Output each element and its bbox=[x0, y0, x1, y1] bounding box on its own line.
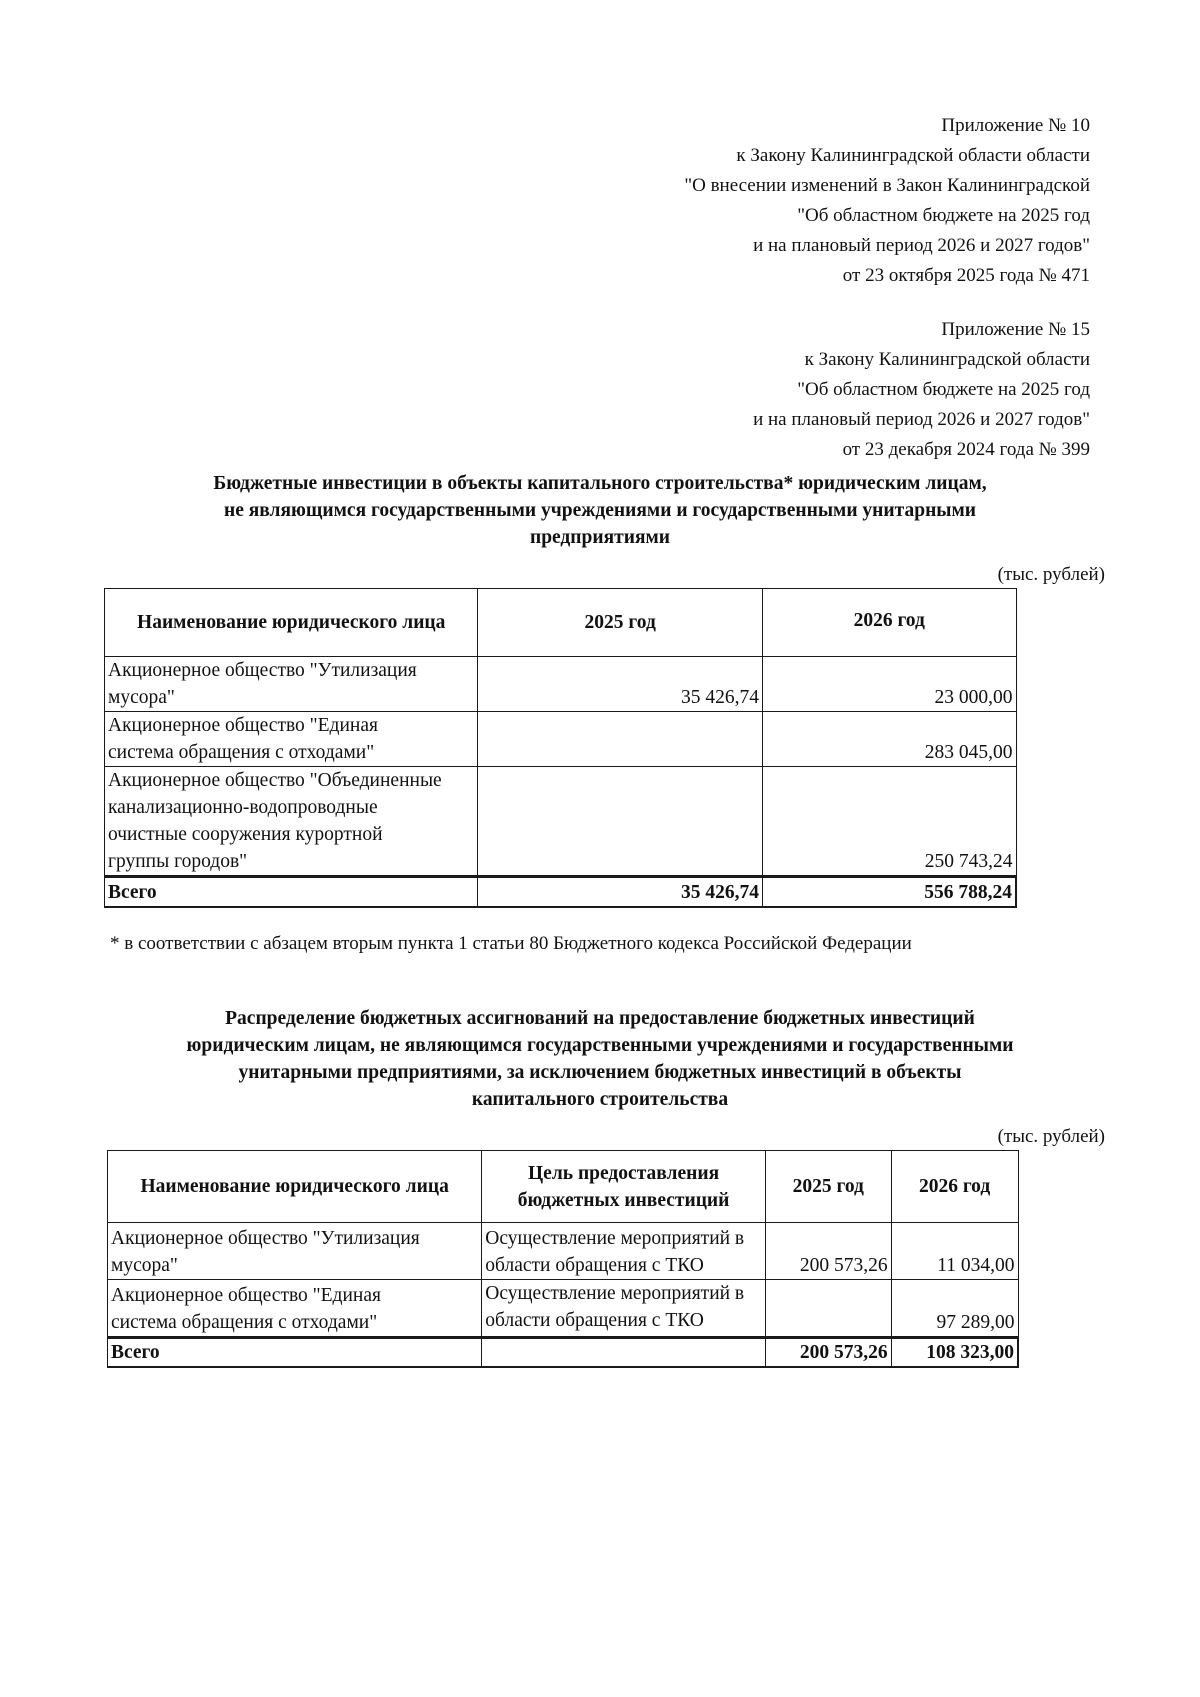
header-line: от 23 октября 2025 года № 471 bbox=[842, 265, 1090, 286]
value-2026-cell: 250 743,24 bbox=[762, 767, 1016, 877]
name-line: система обращения с отходами" bbox=[108, 742, 375, 763]
entity-name-cell bbox=[105, 657, 478, 712]
header-cell: 2026 год bbox=[762, 589, 1016, 657]
header-line: к Закону Калининградской области bbox=[804, 349, 1090, 370]
title-line: юридическим лицам, не являющимся государственными учреждениями и государственными bbox=[186, 1035, 1014, 1056]
title-line: Бюджетные инвестиции в объекты капитального строительства* юридическим лицам, bbox=[213, 473, 987, 494]
entity-name-cell bbox=[108, 1280, 482, 1338]
appendix-header-current bbox=[684, 111, 1090, 291]
title-line: Распределение бюджетных ассигнований на предоставление бюджетных инвестиций bbox=[225, 1008, 975, 1029]
table-row bbox=[105, 657, 1017, 712]
purpose-cell bbox=[482, 1223, 766, 1280]
value-2026-cell: 97 289,00 bbox=[891, 1280, 1018, 1338]
name-line: канализационно-водопроводные bbox=[108, 797, 378, 818]
name-line: Акционерное общество "Единая bbox=[108, 715, 378, 736]
table-row bbox=[105, 767, 1017, 877]
total-2026-cell: 108 323,00 bbox=[891, 1338, 1018, 1368]
name-line: Акционерное общество "Утилизация bbox=[108, 660, 417, 681]
entity-name-cell bbox=[108, 1223, 482, 1280]
title-line: не являющимся государственными учреждениями и государственными унитарными bbox=[223, 500, 977, 521]
section2-title bbox=[100, 1005, 1100, 1113]
total-purpose-cell bbox=[482, 1338, 766, 1368]
header-line: "О внесении изменений в Закон Калининградской bbox=[684, 175, 1090, 196]
total-2025-cell: 200 573,26 bbox=[765, 1338, 891, 1368]
header-cell: 2025 год bbox=[478, 589, 762, 657]
value-2026-cell: 23 000,00 bbox=[762, 657, 1016, 712]
name-line: мусора" bbox=[111, 1255, 178, 1276]
title-line: предприятиями bbox=[529, 527, 671, 548]
header-cell: Наименование юридического лица bbox=[105, 589, 478, 657]
total-label-cell: Всего bbox=[108, 1338, 482, 1368]
purpose-line: Осуществление мероприятий в bbox=[485, 1283, 745, 1304]
header-line: "Об областном бюджете на 2025 год bbox=[797, 205, 1090, 226]
value-2025-cell bbox=[765, 1280, 891, 1338]
section1-units: (тыс. рублей) bbox=[997, 564, 1105, 585]
header-line: и на плановый период 2026 и 2027 годов" bbox=[753, 235, 1090, 256]
header-line: к Закону Калининградской области области bbox=[736, 145, 1090, 166]
value-2025-cell bbox=[478, 712, 762, 767]
header-line: Приложение № 15 bbox=[941, 319, 1090, 340]
value-2026-cell: 283 045,00 bbox=[762, 712, 1016, 767]
total-label-cell: Всего bbox=[105, 877, 478, 907]
entity-name-cell bbox=[105, 712, 478, 767]
entity-name-cell bbox=[105, 767, 478, 877]
header-line: Цель предоставления bbox=[528, 1162, 720, 1184]
purpose-line: области обращения с ТКО bbox=[485, 1255, 704, 1276]
header-cell: 2025 год bbox=[765, 1151, 891, 1223]
value-2026-cell: 11 034,00 bbox=[891, 1223, 1018, 1280]
non-capital-investment-table bbox=[107, 1150, 1019, 1368]
appendix-header-original bbox=[753, 315, 1090, 465]
table-row bbox=[108, 1280, 1019, 1338]
table-row bbox=[105, 712, 1017, 767]
header-cell: 2026 год bbox=[891, 1151, 1018, 1223]
value-2025-cell: 35 426,74 bbox=[478, 657, 762, 712]
header-cell: Наименование юридического лица bbox=[108, 1151, 482, 1223]
name-line: очистные сооружения курортной bbox=[108, 824, 383, 845]
name-line: Акционерное общество "Объединенные bbox=[108, 770, 442, 791]
table-header-row bbox=[105, 589, 1017, 657]
section2-units: (тыс. рублей) bbox=[997, 1126, 1105, 1147]
header-line: "Об областном бюджете на 2025 год bbox=[797, 379, 1090, 400]
value-2025-cell bbox=[478, 767, 762, 877]
section1-title bbox=[100, 470, 1100, 551]
value-2025-cell: 200 573,26 bbox=[765, 1223, 891, 1280]
header-line: Приложение № 10 bbox=[941, 115, 1090, 136]
name-line: система обращения с отходами" bbox=[111, 1312, 378, 1333]
purpose-line: области обращения с ТКО bbox=[485, 1310, 704, 1331]
total-2026-cell: 556 788,24 bbox=[762, 877, 1016, 907]
title-line: капитального строительства bbox=[471, 1089, 729, 1110]
name-line: Акционерное общество "Утилизация bbox=[111, 1228, 420, 1249]
header-line: и на плановый период 2026 и 2027 годов" bbox=[753, 409, 1090, 430]
capital-investment-table bbox=[104, 588, 1017, 908]
name-line: Акционерное общество "Единая bbox=[111, 1285, 381, 1306]
table-total-row bbox=[108, 1338, 1019, 1368]
purpose-line: Осуществление мероприятий в bbox=[485, 1228, 745, 1249]
purpose-cell bbox=[482, 1280, 766, 1338]
header-cell bbox=[482, 1151, 766, 1223]
table-total-row bbox=[105, 877, 1017, 907]
header-line: бюджетных инвестиций bbox=[517, 1189, 730, 1211]
table-row bbox=[108, 1223, 1019, 1280]
title-line: унитарными предприятиями, за исключением бюджетных инвестиций в объекты bbox=[238, 1062, 962, 1083]
footnote: * в соответствии с абзацем вторым пункта 1 статьи 80 Бюджетного кодекса Российской Федерации bbox=[110, 933, 912, 954]
table-header-row bbox=[108, 1151, 1019, 1223]
name-line: группы городов" bbox=[108, 851, 248, 872]
total-2025-cell: 35 426,74 bbox=[478, 877, 762, 907]
name-line: мусора" bbox=[108, 687, 175, 708]
header-line: от 23 декабря 2024 года № 399 bbox=[842, 439, 1090, 460]
